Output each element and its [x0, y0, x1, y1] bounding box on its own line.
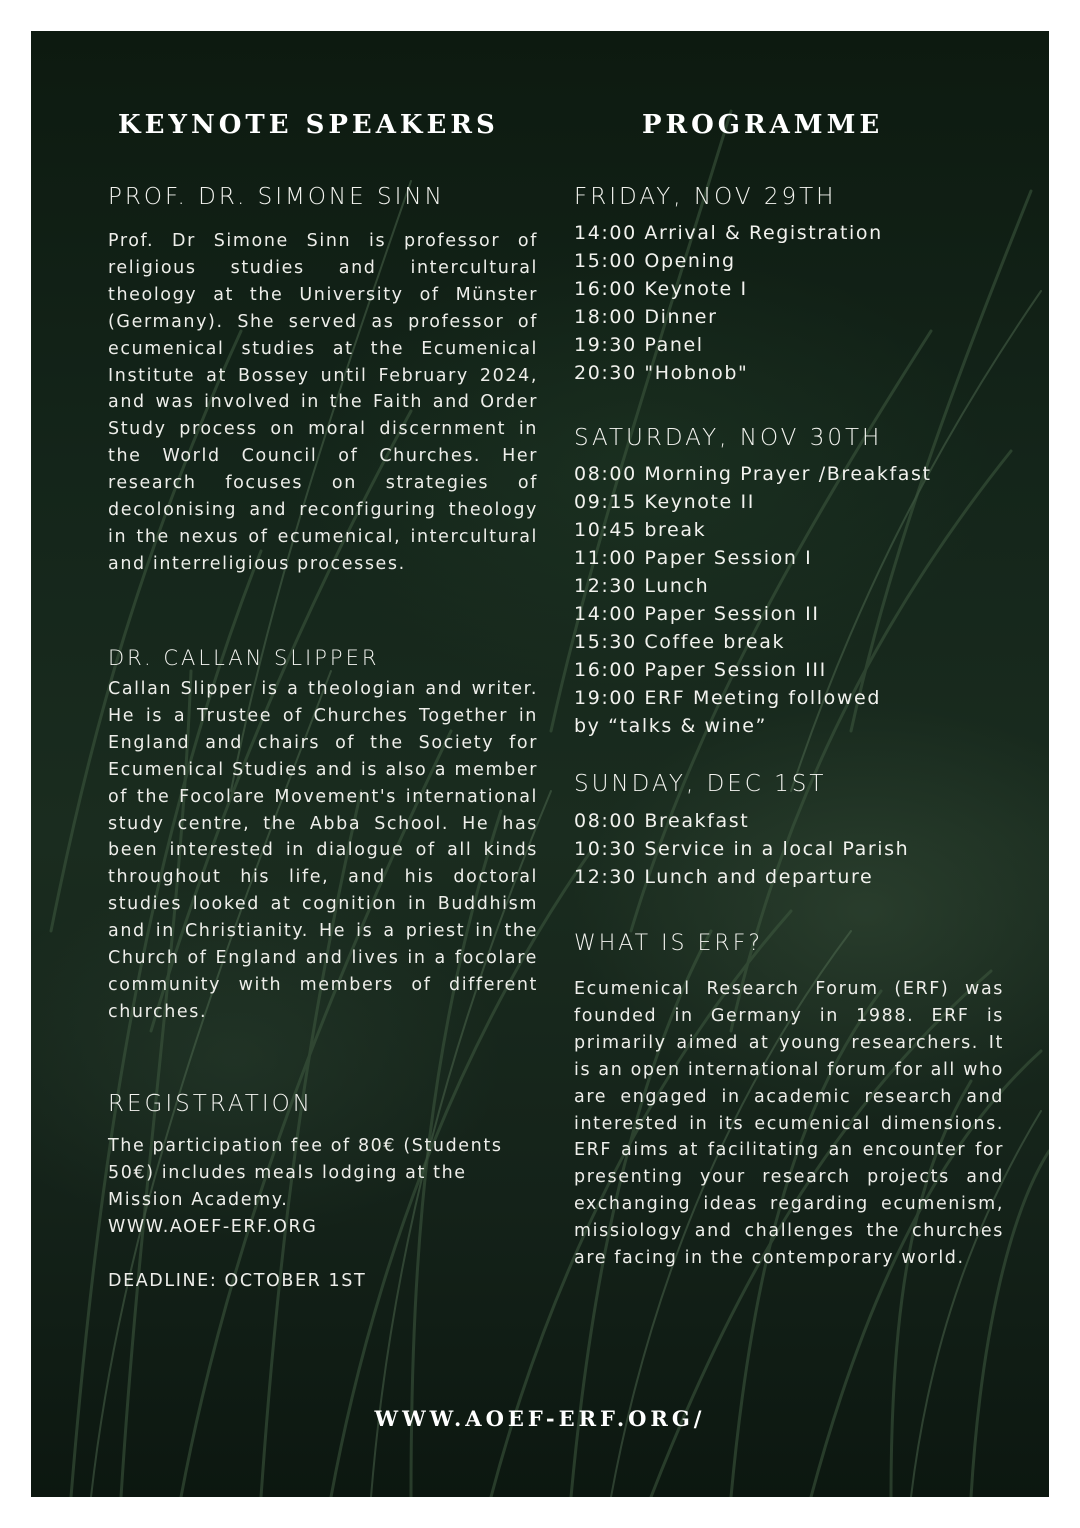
- erf-description: Ecumenical Research Forum (ERF) was founded in Germany in 1988. ERF is primarily aimed at young researchers. It is an open international forum for all who are engaged in academic research and interested in its ecumenical dimensions. ERF aims at facilitating an encounter for presenting your research projects and exchanging ideas regarding ecumenism, missiology and challenges the churches are facing in the contemporary world.: [574, 979, 1004, 1269]
- schedule-item: 19:00 ERF Meeting followed: [574, 687, 881, 709]
- registration-text: The participation fee of 80€ (Students 50€) includes meals lodging at the Mission Academy.: [108, 1136, 503, 1210]
- schedule-item: 10:45 break: [574, 519, 707, 541]
- schedule-item: by “talks & wine”: [574, 715, 767, 737]
- flyer-page: [31, 31, 1049, 1497]
- sunday-title: SUNDAY, DEC 1ST: [574, 771, 827, 797]
- registration-url[interactable]: WWW.AOEF-ERF.ORG: [108, 1217, 318, 1237]
- schedule-item: 08:00 Morning Prayer /Breakfast: [574, 463, 932, 485]
- friday-title: FRIDAY, NOV 29TH: [574, 184, 837, 210]
- schedule-item: 18:00 Dinner: [574, 306, 718, 328]
- registration-deadline: DEADLINE: OCTOBER 1ST: [108, 1271, 367, 1291]
- schedule-item: 12:30 Lunch: [574, 575, 710, 597]
- schedule-item: 14:00 Paper Session II: [574, 603, 820, 625]
- schedule-item: 11:00 Paper Session I: [574, 547, 813, 569]
- speaker1-bio: Prof. Dr Simone Sinn is professor of religious studies and intercultural theology at the University of Münster (Germany). She served as professor of ecumenical studies at the Ecumenical Institute at Bossey until February 2024, and was involved in the Faith and Order Study process on moral discernment in the World Council of Churches. Her research focuses on strategies of decolonising and reconfiguring theology in the nexus of ecumenical, intercultural and interreligious processes.: [108, 231, 538, 574]
- speaker2-name: DR. CALLAN SLIPPER: [108, 646, 380, 670]
- schedule-item: 12:30 Lunch and departure: [574, 866, 874, 888]
- saturday-schedule: [574, 460, 932, 740]
- schedule-item: 08:00 Breakfast: [574, 810, 750, 832]
- what-is-erf-title: WHAT IS ERF?: [574, 931, 764, 956]
- programme-heading: PROGRAMME: [642, 110, 884, 140]
- schedule-item: 16:00 Keynote I: [574, 278, 748, 300]
- schedule-item: 14:00 Arrival & Registration: [574, 222, 883, 244]
- registration-heading: REGISTRATION: [108, 1091, 313, 1117]
- schedule-item: 16:00 Paper Session III: [574, 659, 827, 681]
- schedule-item: 15:00 Opening: [574, 250, 736, 272]
- saturday-title: SATURDAY, NOV 30TH: [574, 425, 883, 451]
- keynote-speakers-heading: KEYNOTE SPEAKERS: [118, 110, 499, 140]
- schedule-item: 19:30 Panel: [574, 334, 704, 356]
- schedule-item: 15:30 Coffee break: [574, 631, 786, 653]
- schedule-item: 09:15 Keynote II: [574, 491, 755, 513]
- friday-schedule: [574, 219, 883, 387]
- schedule-item: 20:30 "Hobnob": [574, 362, 749, 384]
- speaker2-bio: Callan Slipper is a theologian and writer. He is a Trustee of Churches Together in England and chairs of the Society for Ecumenical Studies and is also a member of the Focolare Movement's international study centre, the Abba School. He has been interested in dialogue of all kinds throughout his life, and his doctoral studies looked at cognition in Buddhism and in Christianity. He is a priest in the Church of England and lives in a focolare community with members of different churches.: [108, 679, 538, 1022]
- schedule-item: 10:30 Service in a local Parish: [574, 838, 910, 860]
- footer-url[interactable]: WWW.AOEF-ERF.ORG/: [374, 1406, 706, 1431]
- sunday-schedule: [574, 807, 909, 891]
- speaker1-name: PROF. DR. SIMONE SINN: [108, 184, 445, 210]
